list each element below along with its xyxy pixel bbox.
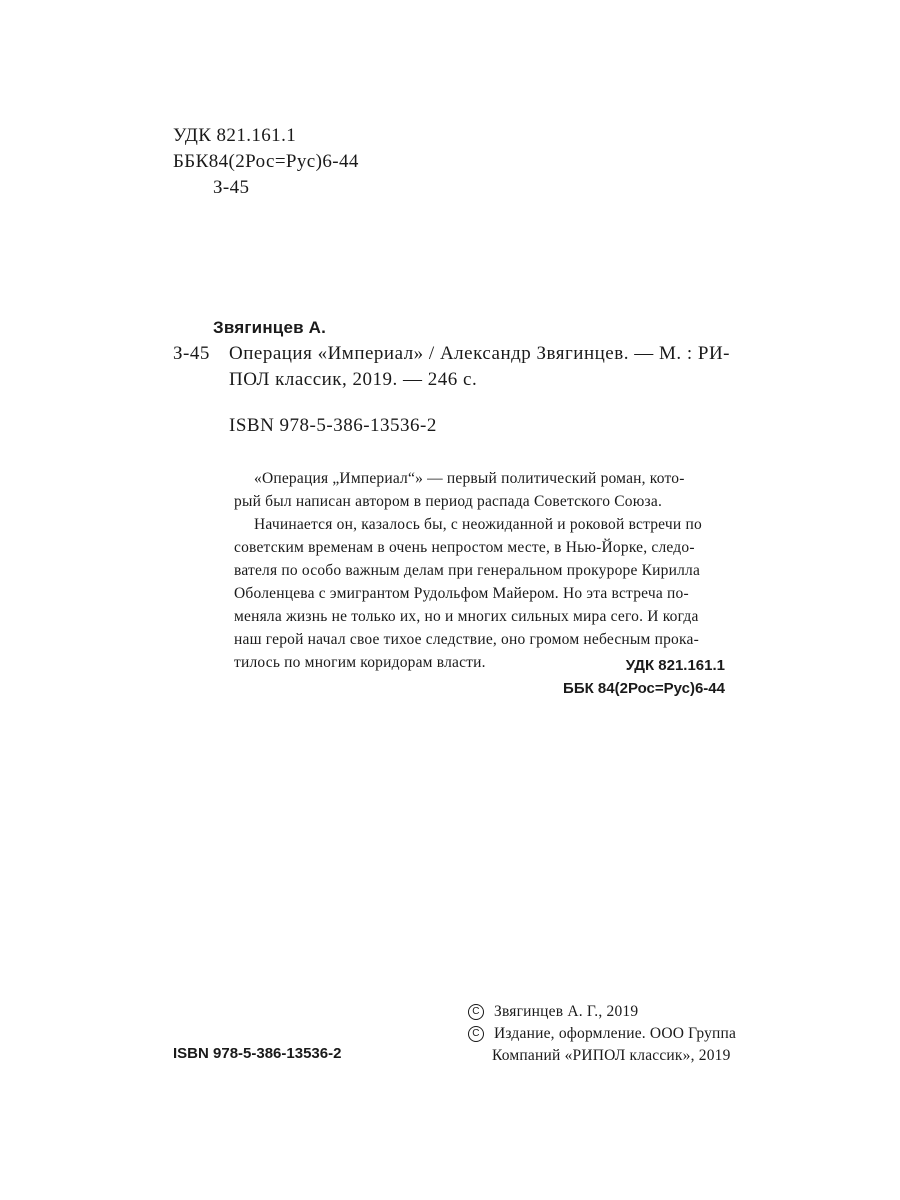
title-line-1: Операция «Империал» / Александр Звягинцев. — М. : РИ- (229, 343, 730, 364)
copyright-publisher-line2: Компаний «РИПОЛ классик», 2019 (492, 1047, 731, 1064)
copyright-icon: C (468, 1026, 484, 1042)
title-line-2: ПОЛ классик, 2019. — 246 с. (229, 369, 478, 390)
annotation-line: вателя по особо важным делам при генеральном прокуроре Кирилла (234, 562, 701, 579)
annotation-line: рый был написан автором в период распада Советского Союза. (234, 493, 663, 510)
author-heading: Звягинцев А. (213, 318, 327, 337)
annotation-line: Начинается он, казалось бы, с неожиданной и роковой встречи по (254, 516, 702, 533)
annotation-line: меняла жизнь не только их, но и многих сильных мира сего. И когда (234, 608, 699, 625)
author-mark-entry: З-45 (173, 343, 210, 364)
isbn-entry: ISBN 978-5-386-13536-2 (229, 415, 437, 436)
udk-code-top: УДК 821.161.1 (173, 125, 297, 146)
annotation-line: Оболенцева с эмигрантом Рудольфом Майером. Но эта встреча по- (234, 585, 689, 602)
annotation-line: тилось по многим коридорам власти. (234, 654, 486, 671)
bbk-code-bottom: ББК 84(2Рос=Рус)6-44 (563, 680, 725, 697)
udk-code-bottom: УДК 821.161.1 (625, 657, 725, 674)
copyright-author: C Звягинцев А. Г., 2019 (468, 1003, 638, 1021)
isbn-footer: ISBN 978-5-386-13536-2 (173, 1045, 342, 1062)
copyright-publisher: C Издание, оформление. ООО Группа (468, 1025, 736, 1043)
author-mark-top: З-45 (213, 177, 250, 198)
copyright-icon: C (468, 1004, 484, 1020)
annotation-line: наш герой начал свое тихое следствие, оно громом небесным прока- (234, 631, 699, 648)
annotation-line: «Операция „Империал“» — первый политический роман, кото- (254, 470, 685, 487)
bbk-code-top: ББК84(2Рос=Рус)6-44 (173, 151, 359, 172)
annotation-line: советским временам в очень непростом месте, в Нью-Йорке, следо- (234, 539, 695, 556)
